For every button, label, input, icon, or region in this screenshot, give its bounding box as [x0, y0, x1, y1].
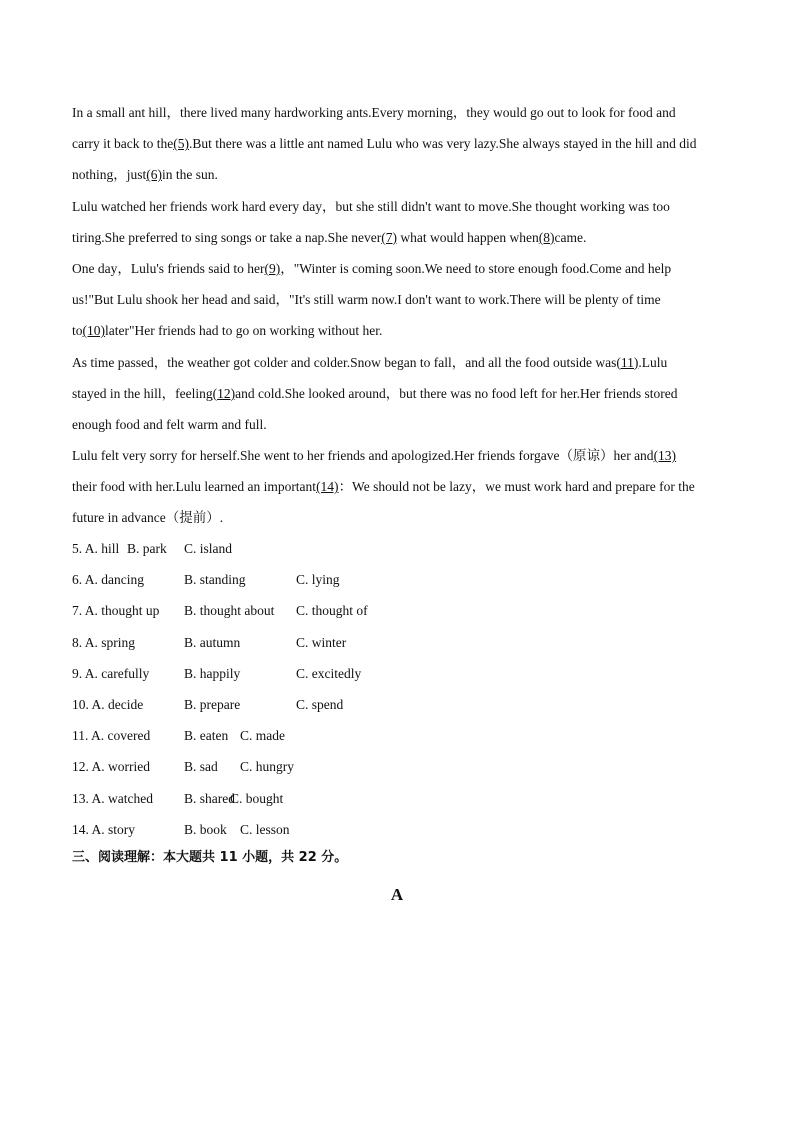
option-c: C. winter	[296, 634, 347, 650]
blank-number: (7)	[381, 229, 398, 245]
passage-line	[72, 347, 728, 378]
option-b: B. book	[184, 821, 227, 837]
option-b: B. prepare	[184, 696, 241, 712]
passage-text: stayed in the hill，feeling	[72, 385, 213, 401]
option-a: 13. A. watched	[72, 790, 153, 806]
passage-line	[72, 97, 728, 128]
passage-text: Lulu felt very sorry for herself.She went to her friends and apologized.Her friends forgave（原谅）her and	[72, 448, 654, 464]
option-b: B. shared	[184, 790, 235, 806]
option-b: B. eaten	[184, 728, 229, 744]
question-row	[72, 627, 472, 658]
passage-text: .But there was a little ant named Lulu who was very lazy.She always stayed in the hill and did	[188, 136, 697, 152]
question-row	[72, 564, 472, 595]
passage-line	[72, 378, 728, 409]
passage-text: Lulu watched her friends work hard every day，but she still didn't want to move.She thought working was too	[72, 198, 670, 214]
option-b: B. standing	[184, 572, 246, 588]
option-a: 14. A. story	[72, 821, 136, 837]
question-row	[72, 658, 472, 689]
question-row	[72, 720, 472, 751]
blank-number: (6)	[146, 167, 163, 183]
section-heading: 三、阅读理解：本大题共 11 小题，共 22 分。	[72, 850, 348, 865]
option-c: C. lying	[296, 572, 340, 588]
option-b: B. park	[127, 541, 167, 556]
passage-text: what would happen when	[397, 229, 539, 245]
option-b: B. sad	[184, 759, 218, 775]
passage-line	[72, 502, 728, 533]
option-c: C. lesson	[240, 821, 290, 837]
question-options	[72, 533, 472, 845]
passage-line	[72, 128, 728, 159]
option-b: B. thought about	[184, 603, 275, 619]
blank-number: (12)	[212, 385, 236, 401]
blank-number: (8)	[538, 229, 555, 245]
passage-text: ：We should not be lazy，we must work hard and prepare for the	[338, 479, 695, 495]
option-a: 7. A. thought up	[72, 603, 160, 619]
passage-text: In a small ant hill，there lived many hardworking ants.Every morning，they would go out to look for food and	[72, 105, 676, 120]
passage-text: to	[72, 323, 83, 339]
passage-line	[72, 284, 728, 315]
option-c: C. excitedly	[296, 665, 362, 681]
passage-line	[72, 471, 728, 502]
question-row	[72, 751, 472, 782]
cloze-passage	[72, 97, 728, 534]
blank-number: (5)	[173, 136, 189, 152]
passage-text: As time passed，the weather got colder and colder.Snow began to fall，and all the food outside was	[72, 354, 617, 370]
passage-text: carry it back to the	[72, 136, 174, 152]
question-row	[72, 783, 472, 814]
passage-line	[72, 159, 728, 190]
passage-text: enough food and felt warm and full.	[72, 416, 267, 432]
question-row	[72, 689, 472, 720]
option-b: B. happily	[184, 665, 241, 681]
question-row	[72, 814, 472, 845]
blank-number: (10)	[82, 323, 106, 339]
passage-text: .Lulu	[638, 354, 668, 370]
option-c: C. island	[184, 541, 233, 556]
option-a: 8. A. spring	[72, 634, 136, 650]
passage-text: in the sun.	[162, 167, 218, 183]
passage-text: and cold.She looked around，but there was no food left for her.Her friends stored	[235, 385, 678, 401]
question-row	[72, 595, 472, 626]
option-a: 12. A. worried	[72, 759, 150, 775]
blank-number: (14)	[316, 479, 339, 495]
passage-text: came.	[554, 229, 587, 245]
passage-text: ，"Winter is coming soon.We need to store enough food.Come and help	[280, 260, 672, 276]
option-c: C. bought	[230, 790, 284, 806]
passage-line	[72, 253, 728, 284]
blank-number: (13)	[653, 448, 677, 464]
passage-text: their food with her.Lulu learned an important	[72, 479, 317, 495]
option-b: B. autumn	[184, 634, 241, 650]
passage-text: nothing，just	[72, 167, 147, 183]
option-a: 6. A. dancing	[72, 572, 144, 588]
passage-line	[72, 440, 728, 471]
option-a: 11. A. covered	[72, 728, 151, 744]
passage-line	[72, 409, 728, 440]
passage-text: One day，Lulu's friends said to her	[72, 260, 265, 276]
option-c: C. thought of	[296, 603, 368, 619]
blank-number: (11)	[616, 354, 639, 370]
passage-line	[72, 191, 728, 222]
option-a: 9. A. carefully	[72, 665, 150, 681]
option-c: C. spend	[296, 696, 344, 712]
passage-text: later"Her friends had to go on working without her.	[105, 323, 383, 339]
blank-number: (9)	[264, 260, 281, 276]
option-c: C. hungry	[240, 759, 294, 775]
passage-line	[72, 222, 728, 253]
passage-line	[72, 315, 728, 346]
passage-text: us!"But Lulu shook her head and said，"It's still warm now.I don't want to work.There will be plenty of time	[72, 292, 661, 308]
passage-text: tiring.She preferred to sing songs or take a nap.She never	[72, 229, 382, 245]
option-c: C. made	[240, 728, 285, 744]
question-row	[72, 533, 472, 564]
part-label: A	[390, 885, 404, 904]
passage-text: future in advance（提前）.	[72, 510, 224, 526]
option-a: 5. A. hill	[72, 541, 120, 556]
option-a: 10. A. decide	[72, 696, 144, 712]
